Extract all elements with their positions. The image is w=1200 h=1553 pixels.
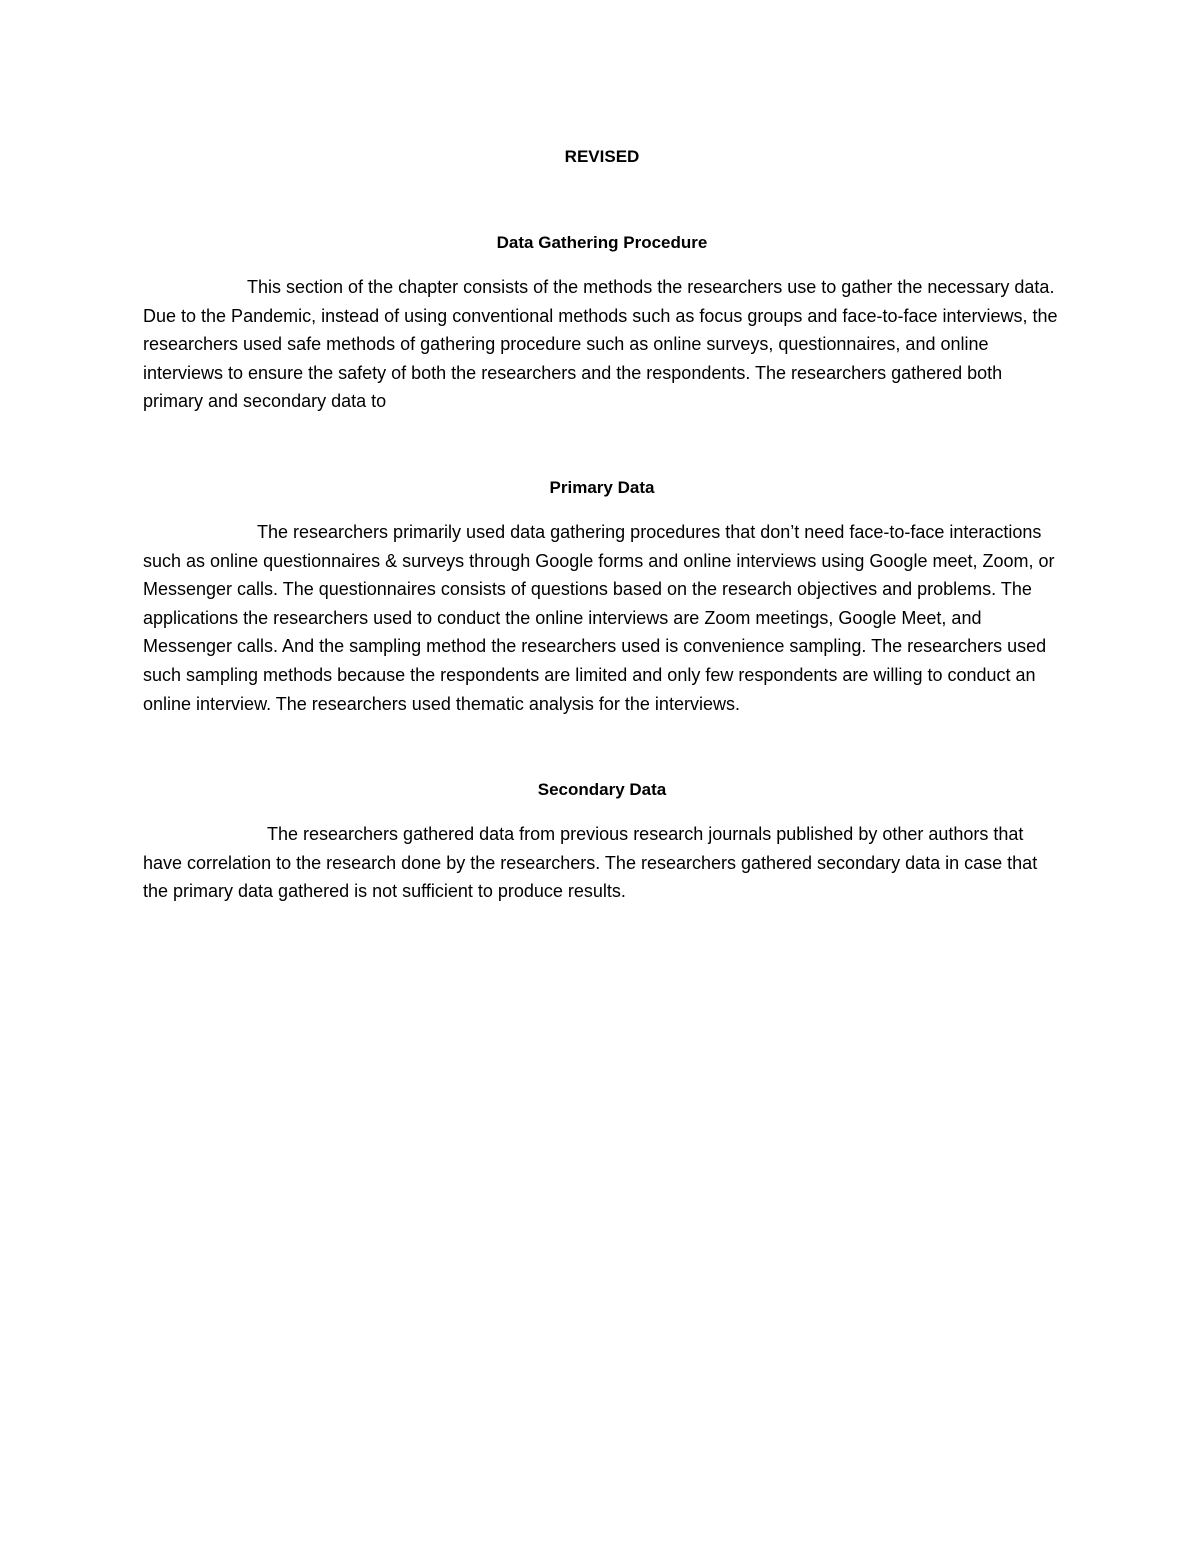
paragraph-primary-data: The researchers primarily used data gathering procedures that don’t need face-to-face interactions such as online questionnaires & surveys through Google forms and online interviews using Google meet, Zoom, or Messenger calls. The questionnaires consists of questions based on the research objectives and problems. The applications the researchers used to conduct the online interviews are Zoom meetings, Google Meet, and Messenger calls. And the sampling method the researchers used is convenience sampling. The researchers used such sampling methods because the respondents are limited and only few respondents are willing to conduct an online interview. The researchers used thematic analysis for the interviews. [143,521,1055,714]
heading-primary-data: Primary Data [549,477,655,497]
heading-data-gathering-procedure: Data Gathering Procedure [496,233,708,252]
paragraph-secondary-data: The researchers gathered data from previous research journals published by other authors that have correlation to the research done by the researchers. The researchers gathered secondary data in case that the primary data gathered is not sufficient to produce results. [143,824,1038,902]
heading-secondary-data: Secondary Data [537,780,667,800]
revised-label: REVISED [564,147,640,166]
paragraph-data-gathering-procedure: This section of the chapter consists of the methods the researchers use to gather the necessary data. Due to the Pandemic, instead of using conventional methods such as focus groups and face-to-face interviews, the researchers used safe methods of gathering procedure such as online surveys, questionnaires, and online interviews to ensure the safety of both the researchers and the respondents. The researchers gathered both primary and secondary data to [143,277,1058,412]
document-body [143,143,1061,906]
